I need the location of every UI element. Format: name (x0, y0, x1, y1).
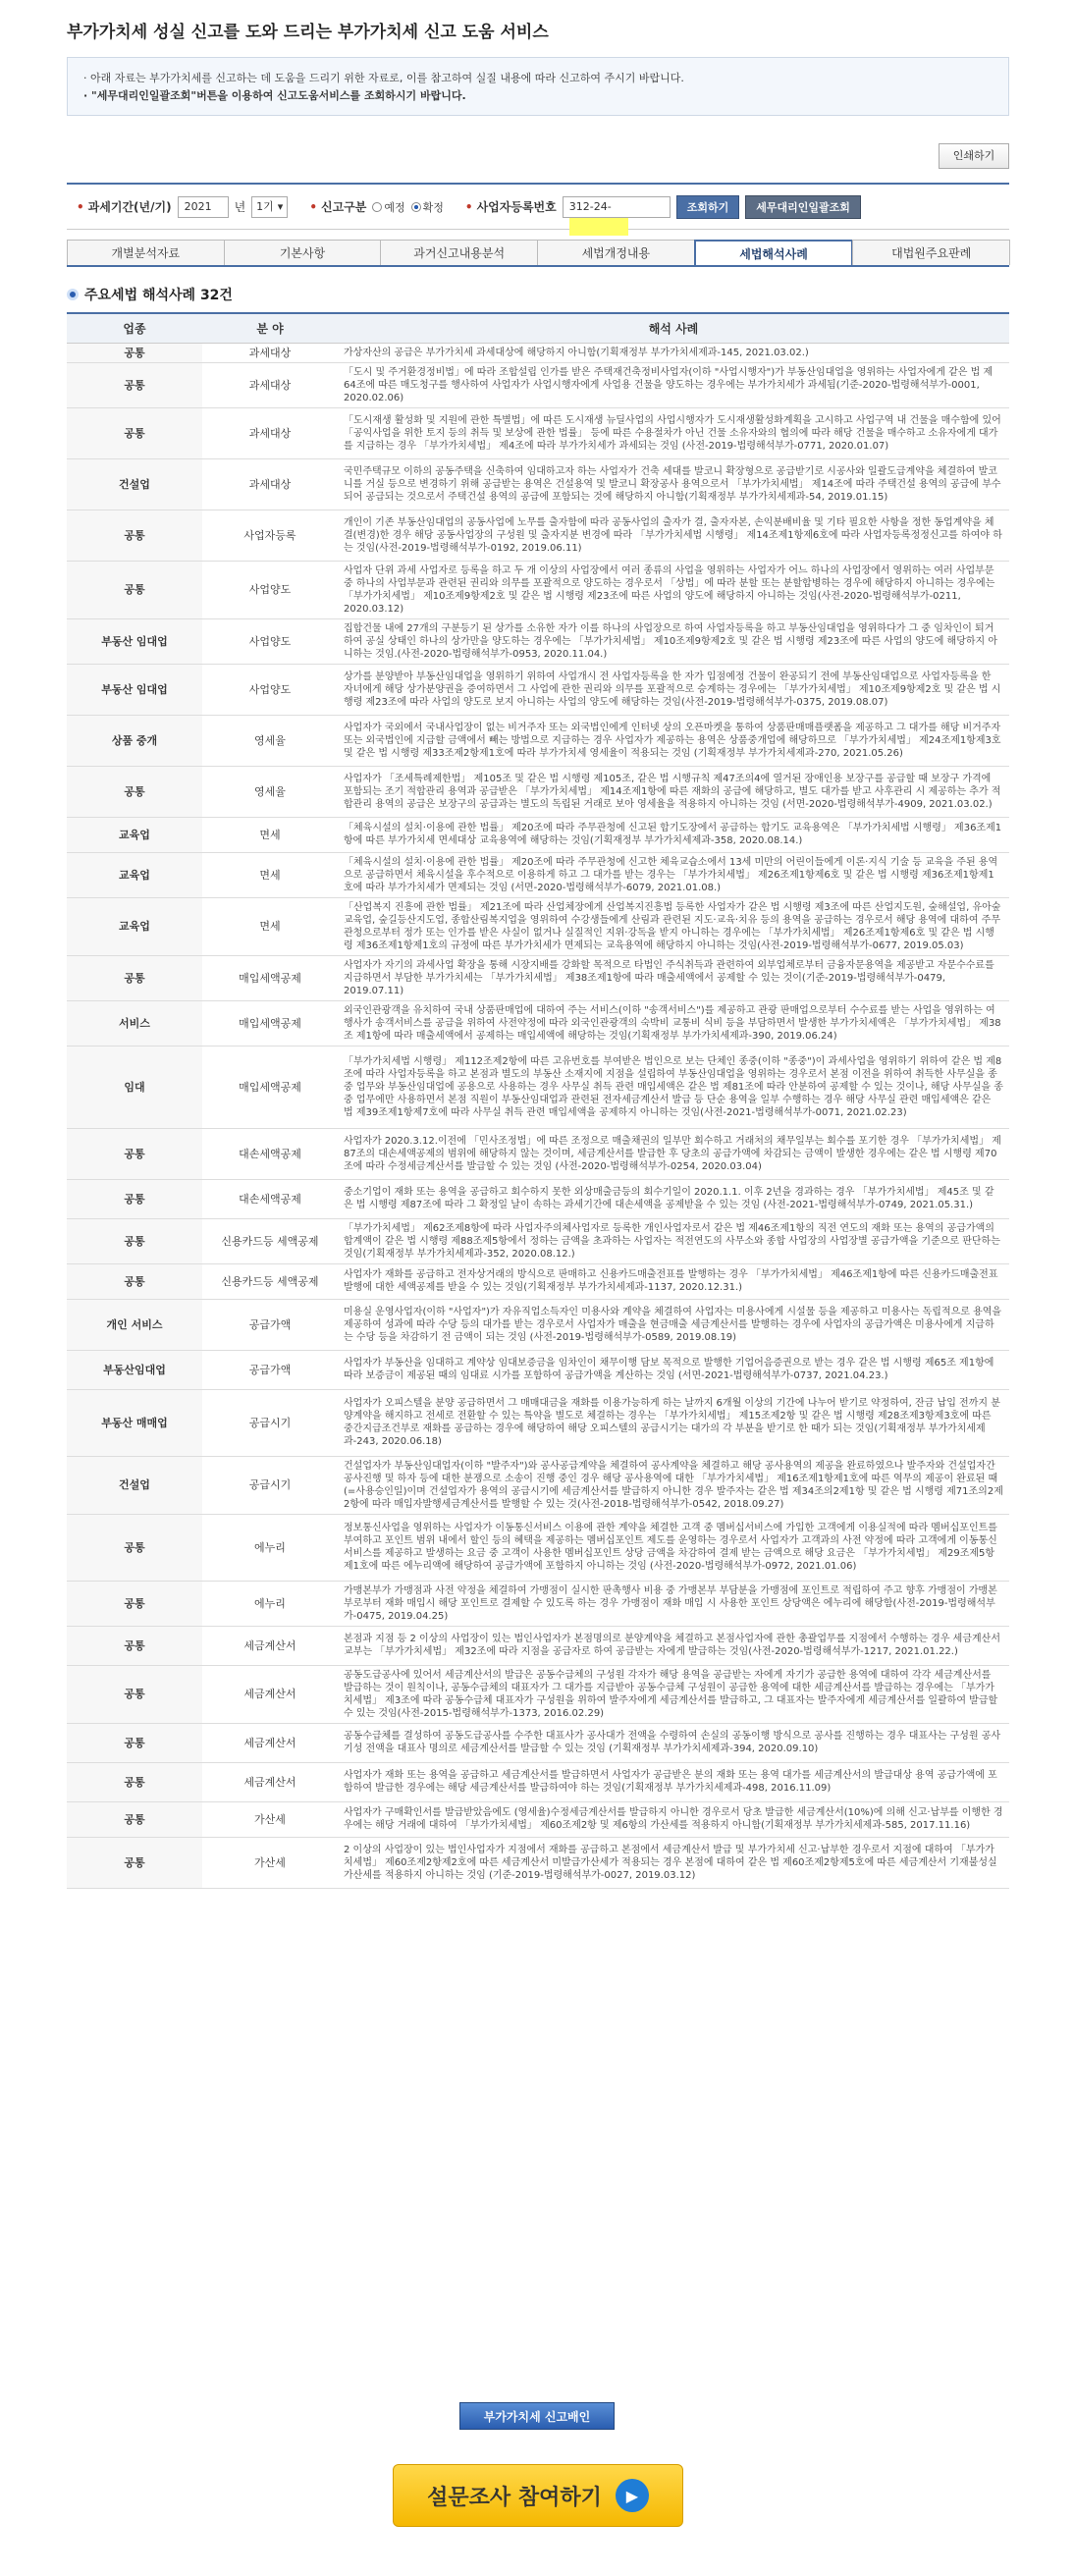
row-industry: 공통 (67, 1837, 202, 1888)
bullet-icon (67, 289, 79, 300)
table-row (67, 1514, 1009, 1581)
section-title (67, 285, 233, 304)
row-industry: 공통 (67, 343, 202, 362)
row-field: 과세대상 (202, 343, 338, 362)
row-case-text: 중소기업이 재화 또는 용역을 공급하고 회수하지 못한 외상매출금등의 회수기일이 2020.1.1. 이후 2년을 경과하는 경우 「부가가치세법」 제45조 및 같은 법 시행령 제87조에 따라 그 확정일 날이 속하는 과세기간에 대손세액을 공제받을 수 있는 것임 (사전-2021-법령해석부가-0749, 2021.05.31.) (338, 1179, 1009, 1218)
row-case-text: 사업자가 자기의 과세사업 확장을 통해 시장지배를 강화할 목적으로 타법인 주식취득과 관련하여 외부업체로부터 금융자문용역을 제공받고 자문수수료를 지급하면서 부담한 부가가치세는 「부가가치세법」 제38조제1항에 따라 매출세액에서 공제할 수 있는 것이(기준-2019-법령해석부가-0479, 2019.07.11) (338, 955, 1009, 1000)
notice-box (67, 57, 1009, 116)
row-field: 신용카드등 세액공제 (202, 1218, 338, 1263)
row-field: 사업자등록 (202, 510, 338, 561)
row-industry: 상품 중개 (67, 715, 202, 766)
table-row (67, 1350, 1009, 1389)
row-case-text: 가상자산의 공급은 부가가치세 과세대상에 해당하지 아니함(기획재정부 부가가치세제과-145, 2021.03.02.) (338, 343, 1009, 362)
row-field: 매입세액공제 (202, 955, 338, 1000)
section-title-text: 주요세법 해석사례 32건 (84, 288, 233, 303)
row-industry: 부동산임대업 (67, 1350, 202, 1389)
row-industry: 공통 (67, 561, 202, 618)
row-field: 매입세액공제 (202, 1046, 338, 1128)
table-row (67, 407, 1009, 458)
row-field: 대손세액공제 (202, 1179, 338, 1218)
bizno-mask (569, 218, 628, 236)
row-industry: 공통 (67, 1179, 202, 1218)
tab-individual-analysis[interactable]: 개별분석자료 (67, 240, 225, 265)
term-value: 1기 (256, 199, 274, 213)
table-row (67, 1456, 1009, 1514)
table-row (67, 1000, 1009, 1046)
row-field: 과세대상 (202, 362, 338, 407)
table-row (67, 897, 1009, 955)
row-industry: 공통 (67, 1762, 202, 1801)
row-industry: 공통 (67, 1626, 202, 1665)
table-row (67, 561, 1009, 618)
table-header-row (67, 313, 1009, 343)
row-field: 가산세 (202, 1801, 338, 1837)
table-row (67, 362, 1009, 407)
row-industry: 공통 (67, 1128, 202, 1179)
row-case-text: 「산업복지 진흥에 관한 법률」 제21조에 따라 산업체장에게 산업복지진흥법 등록한 사업자가 같은 법 시행령 제3조에 따른 산업지도원, 숲해설업, 유아숲교육업, 숲길등산지도업, 종합산림복지업을 영위하여 수강생들에게 산림과 관련된 지도·교육·치유 등의 용역을 공급하는 경우로서 해당 용역에 대하여 주무관청으로부터 정가 또는 인가를 받은 사실이 없거나 실질적인 지위·강독을 받지 아니하는 경우에는 「부가가치세법」 제26조제1항제6호 및 같은 법 시행령 제36조제1항제1호의 규정에 따른 부가가치세가 면제되는 교육용역에 해당하지 아니하는 것임(사전-2019-법령해석부가-0677, 2019.05.03) (338, 897, 1009, 955)
row-field: 사업양도 (202, 664, 338, 715)
radio-forecast-label: 예정 (384, 200, 405, 214)
row-industry: 공통 (67, 1263, 202, 1299)
row-case-text: 사업자가 「조세특례제한법」 제105조 및 같은 법 시행령 제105조, 같은 법 시행규칙 제47조의4에 열거된 장애인용 보장구를 공급할 때 보장구 가격에 포함되는 조기 적합관리 용역과 공급받은 「부가가치세법」 제14조제1항에 따른 재화의 공급에 해당하고, 별도 대가를 받고 사후관리 시 제공하는 추가 적합관리 용역의 공급은 보장구의 공급과는 별도의 독립된 거래로 보아 영세율을 적용하지 아니하는 것임 (서면-2020-법령해석부가-4909, 2021.03.02.) (338, 766, 1009, 817)
table-row (67, 1263, 1009, 1299)
table-row (67, 1837, 1009, 1888)
row-case-text: 사업자가 재화 또는 용역을 공급하고 세금계산서를 발급하면서 사업자가 공급받은 분의 재화 또는 용역 대가를 세금계산서의 발급대상 용역 공급가액에 포함하여 발급한 경우에는 해당 세금계산서를 발급하여야 하는 것임(기획재정부 부가가치세제과-498, 2016.11.09) (338, 1762, 1009, 1801)
row-industry: 공통 (67, 362, 202, 407)
table-row (67, 618, 1009, 664)
search-button[interactable]: 조회하기 (676, 195, 740, 219)
row-industry: 공통 (67, 1665, 202, 1723)
row-field: 사업양도 (202, 618, 338, 664)
row-field: 에누리 (202, 1581, 338, 1626)
tab-supreme-court[interactable]: 대법원주요판례 (852, 240, 1010, 265)
row-industry: 공통 (67, 1581, 202, 1626)
row-industry: 공통 (67, 510, 202, 561)
row-case-text: 사업자가 재화를 공급하고 전자상거래의 방식으로 판매하고 신용카드매출전표를 발행하는 경우 「부가가치세법」 제46조제1항에 따른 신용카드매출전표 발행에 대한 세액공제를 받을 수 있는 것임(기획재정부 부가가치세제과-1137, 2020.12.31.) (338, 1263, 1009, 1299)
tab-past-reports[interactable]: 과거신고내용분석 (380, 240, 538, 265)
table-row (67, 1128, 1009, 1179)
period-label: • 과세기간(년/기) (77, 198, 172, 215)
row-case-text: 사업자가 국외에서 국내사업장이 없는 비거주자 또는 외국법인에게 인터넷 상의 오픈마켓을 통하여 상품판매매플랫폼을 제공하고 그 대가를 해당 비거주자 또는 외국법인에 지급할 금액에서 빼는 방법으로 지급하는 경우 사업자가 제공하는 용역은 상품중개업에 해당하므로 「부가가치세법」 제24조제1항제3호 및 같은 법 시행령 제33조제2항제1호에 따라 부가가치세 영세율이 적용되는 것임 (기획재정부 부가가치세제과-270, 2021.05.26) (338, 715, 1009, 766)
row-field: 공급가액 (202, 1299, 338, 1350)
survey-label: 설문조사 참여하기 (427, 2485, 602, 2510)
row-case-text: 공동수급체를 결성하여 공동도급공사를 수주한 대표사가 공사대가 전액을 수령하여 손실의 공동이행 방식으로 공사를 진행하는 경우 대표사는 구성원 공사기성 전액을 대표사 명의로 세금계산서를 발급할 수 있는 것임 (기획재정부 부가가치세제과-394, 2020.09.10) (338, 1723, 1009, 1762)
table-row (67, 1762, 1009, 1801)
row-field: 세금계산서 (202, 1665, 338, 1723)
survey-button[interactable] (393, 2464, 683, 2527)
radio-final[interactable] (411, 199, 444, 215)
notice-line-1: · 아래 자료는 부가가치세를 신고하는 데 도움을 드리기 위한 자료로, 이를 참고하여 실질 내용에 따라 신고하여 주시기 바랍니다. (83, 72, 684, 84)
table-row (67, 1581, 1009, 1626)
row-industry: 부동산 매매업 (67, 1389, 202, 1456)
row-industry: 개인 서비스 (67, 1299, 202, 1350)
row-case-text: 2 이상의 사업장이 있는 법인사업자가 지점에서 재화를 공급하고 본점에서 세금계산서 발급 및 부가가치세 신고·납부한 경우로서 지점에 대하여 「부가가치세법」 제60조제2항제2호에 따른 세금계산서 미발급가산세가 적용되는 경우 본점에 대하여 같은 법 제60조제2항제5호에 따른 세금계산서 기재불성실가산세를 적용하지 아니하는 것임 (기준-2019-법령해석부가-0027, 2019.03.12) (338, 1837, 1009, 1888)
row-field: 영세율 (202, 766, 338, 817)
row-case-text: 집합건물 내에 27개의 구분등기 된 상가를 소유한 자가 이를 하나의 사업장으로 하여 사업자등록을 하고 부동산임대업을 영위하다가 그 중 임차인이 퇴거하여 공실 상태인 하나의 상가만을 양도하는 경우에는 「부가가치세법」 제10조제9항제2호 및 같은 법 시행령 제23조에 따른 사업의 양도에 해당하지 아니하는 것임.(사전-2020-법령해석부가-0953, 2020.11.04.) (338, 618, 1009, 664)
bizno-label: • 사업자등록번호 (465, 198, 557, 215)
row-case-text: 본점과 지점 등 2 이상의 사업장이 있는 법인사업자가 본점명의로 분양계약을 체결하고 본점사업자에 관한 총괄업무를 지점에서 수행하는 경우 세금계산서 교부는 「부가가치세법」 제32조에 따라 지점을 공급자로 하여 공급받는 자에게 발급하는 것임(사전-2020-법령해석부가-1217, 2021.01.22.) (338, 1626, 1009, 1665)
row-field: 영세율 (202, 715, 338, 766)
report-type-label: • 신고구분 (309, 198, 366, 215)
row-case-text: 개인이 기존 부동산임대업의 공동사업에 노무를 출자함에 따라 공동사업의 출자가 결, 출자자본, 손익분배비율 및 기타 필요한 사항을 정한 동업계약을 체결(변경)한 경우 해당 공동사업장의 구성원 및 출자지분 변경에 따라 「부가가치세법 시행령」 제14조제1항제6호에 따라 사업자등록정정신고를 하여야 하는 것임(사전-2019-법령해석부가-0192, 2019.06.11) (338, 510, 1009, 561)
row-field: 사업양도 (202, 561, 338, 618)
row-industry: 부동산 임대업 (67, 664, 202, 715)
table-row (67, 766, 1009, 817)
row-field: 세금계산서 (202, 1723, 338, 1762)
row-field: 가산세 (202, 1837, 338, 1888)
row-field: 공급시기 (202, 1456, 338, 1514)
table-row (67, 664, 1009, 715)
year-input[interactable]: 2021 (178, 196, 229, 218)
table-row (67, 817, 1009, 852)
table-row (67, 1046, 1009, 1128)
row-field: 공급시기 (202, 1389, 338, 1456)
row-field: 과세대상 (202, 458, 338, 510)
row-case-text: 건설업자가 부동산임대업자(이하 "발주자")와 공사공급계약을 체결하여 공사계약을 체결하고 해당 공사용역의 제공을 완료하였으나 발주자와 건설업자간 공사진행 및 하자 등에 대한 분쟁으로 소송이 진행 중인 경우 해당 공사용역에 대한 「부가가치세법」 제16조제1항제1호에 따른 역무의 제공이 완료된 때(=사용승인일)이며 건설업자가 용역의 공급시기에 세금계산서를 발급하지 아니한 경우 발주자는 같은 법 제34조의2제1항 및 같은 법 시행령 제71조의2제2항에 따라 매입자발행세금계산서를 발행할 수 있는 것(사전-2018-법령해석부가-0542, 2018.09.27) (338, 1456, 1009, 1514)
table-row (67, 1179, 1009, 1218)
row-field: 세금계산서 (202, 1762, 338, 1801)
row-industry: 건설업 (67, 458, 202, 510)
row-field: 세금계산서 (202, 1626, 338, 1665)
header-industry: 업종 (67, 313, 202, 343)
header-case: 해석 사례 (338, 313, 1009, 343)
notice-line-2: · "세무대리인일괄조회"버튼을 이용하여 신고도움서비스를 조회하시기 바랍니다. (83, 89, 466, 102)
bizno-input[interactable] (563, 196, 671, 218)
report-button[interactable]: 부가가치세 신고배인 (459, 2402, 615, 2430)
table-row (67, 1299, 1009, 1350)
row-industry: 공통 (67, 766, 202, 817)
row-field: 면세 (202, 897, 338, 955)
tab-bar (67, 240, 1009, 267)
row-field: 매입세액공제 (202, 1000, 338, 1046)
table-row (67, 955, 1009, 1000)
row-case-text: 상가를 분양받아 부동산임대업을 영위하기 위하여 사업개시 전 사업자등록을 한 자가 입점예정 건물이 완공되기 전에 부동산임대업으로 사업자등록을 한 자녀에게 해당 상가분양권을 증여하면서 그 사업에 관한 권리와 의무를 포괄적으로 승계하는 경우에는 「부가가치세법」 제10조제9항제2호 및 같은 법 시행령 제23조에 따라 사업의 양도로 보지 아니하는 사업의 양도에 해당하는 것임(사전-2019-법령해석부가-0375, 2019.08.07) (338, 664, 1009, 715)
row-case-text: 공동도급공사에 있어서 세금계산서의 발급은 공동수급체의 구성원 각자가 해당 용역을 공급받는 자에게 자기가 공급한 용역에 대하여 각각 세금계산서를 발급하는 것이 원칙이나, 공동수급체의 대표자가 그 대가를 지급받아 공동수급체 구성원이 공급한 용역에 대한 세금계산서를 발급하는 경우에는 「부가가치세법」 제3조에 따라 공동수급체 대표자가 구성원을 위하여 발주자에게 세금계산서를 발급하고, 그 대표자는 발주자에게 세금계산서를 일괄하여 발급할 수 있는 것임(사전-2015-법령해석부가-1373, 2016.02.29) (338, 1665, 1009, 1723)
agent-lookup-button[interactable]: 세무대리인일괄조회 (745, 195, 861, 219)
row-case-text: 미용실 운영사업자(이하 "사업자")가 자유직업소득자인 미용사와 계약을 체결하여 사업자는 미용사에게 시설물 등을 제공하고 미용사는 독립적으로 용역을 제공하여 성과에 따라 수당 등의 대가를 받는 경우로서 사업자가 매출을 현금매출 세금계산서를 발행하는 경우에 사업자의 공급가액은 미용사에게 지급하는 수당 등을 차감하기 전 금액이 되는 것임 (사전-2019-법령해석부가-0589, 2019.08.19) (338, 1299, 1009, 1350)
row-field: 대손세액공제 (202, 1128, 338, 1179)
row-industry: 교육업 (67, 852, 202, 897)
print-button[interactable]: 인쇄하기 (939, 143, 1009, 169)
row-industry: 공통 (67, 1514, 202, 1581)
row-industry: 공통 (67, 955, 202, 1000)
table-body (67, 343, 1009, 1888)
radio-final-label: 확정 (422, 200, 444, 214)
row-industry: 공통 (67, 1801, 202, 1837)
row-field: 면세 (202, 852, 338, 897)
row-industry: 공통 (67, 1723, 202, 1762)
row-field: 면세 (202, 817, 338, 852)
row-case-text: 가맹본부가 가맹점과 사전 약정을 체결하여 가맹점이 실시한 판촉행사 비용 중 가맹본부 부담분을 가맹점에 포인트로 적립하여 주고 향후 가맹점이 가맹본부로부터 재화 매입시 해당 포인트로 결제할 수 있도록 하는 경우 가맹점이 재화 매입 시 사용한 포인트 상당액은 에누리에 해당함(사전-2019-법령해석부가-0475, 2019.04.25) (338, 1581, 1009, 1626)
table-row (67, 852, 1009, 897)
page-title: 부가가치세 성실 신고를 도와 드리는 부가가치세 신고 도움 서비스 (67, 23, 549, 42)
row-industry: 교육업 (67, 817, 202, 852)
row-field: 신용카드등 세액공제 (202, 1263, 338, 1299)
table-row (67, 715, 1009, 766)
bizno-value: 312-24- (568, 199, 612, 213)
row-industry: 임대 (67, 1046, 202, 1128)
row-case-text: 사업자가 부동산을 임대하고 계약상 임대보증금을 임차인이 채무이행 담보 목적으로 발행한 기업어음증권으로 받는 경우 같은 법 시행령 제65조 제1항에 따라 보증금이 제공된 때의 임대료 시가를 포함하여 공급가액을 계산하는 것임 (서면-2021-법령해석부가-0737, 2021.04.23.) (338, 1350, 1009, 1389)
header-field: 분 야 (202, 313, 338, 343)
row-case-text: 사업자가 2020.3.12.이전에 「민사조정법」에 따른 조정으로 매출채권의 일부만 회수하고 거래처의 채무일부는 회수를 포기한 경우 「부가가치세법」 제87조의 대손세액공제의 범위에 해당하지 않는 것이며, 세금계산서를 발급한 후 당초의 공급가액에 차감되는 금액이 발생한 경우에는 같은 법 시행령 제70조에 따라 수정세금계산서를 발급할 수 있는 것임 (사전-2020-법령해석부가-0254, 2020.03.04) (338, 1128, 1009, 1179)
row-industry: 서비스 (67, 1000, 202, 1046)
row-field: 에누리 (202, 1514, 338, 1581)
tab-basic-info[interactable]: 기본사항 (224, 240, 382, 265)
tab-law-revisions[interactable]: 세법개정내용 (537, 240, 695, 265)
table-row (67, 458, 1009, 510)
term-select[interactable] (251, 196, 288, 218)
row-case-text: 「도시재생 활성화 및 지원에 관한 특별법」에 따른 도시재생 뉴딜사업의 사업시행자가 도시재생활성화계획을 고시하고 사업구역 내 건물을 매수함에 있어 「공익사업을 위한 토지 등의 취득 및 보상에 관한 법률」 등에 따른 수용절차가 아닌 건물 소유자와의 협의에 따라 해당 건물을 매수하고 소유자에게 대가를 지급하는 경우 「부가가치세법」 제4조에 따라 부가가치세가 과세되는 것임 (사전-2019-법령해석부가-0771, 2020.01.07) (338, 407, 1009, 458)
row-case-text: 사업자가 구매확인서를 발급받았음에도 (영세율)수정세금계산서를 발급하지 아니한 경우로서 당초 발급한 세금계산서(10%)에 의해 신고·납부를 이행한 경우에는 해당 거래에 대하여 「부가가치세법」 제60조제2항 및 제6항의 가산세를 적용하지 아니함(기획재정부 부가가치세제과-585, 2017.11.16) (338, 1801, 1009, 1837)
radio-circle-checked-icon (411, 202, 421, 212)
year-suffix: 년 (234, 200, 246, 214)
row-industry: 건설업 (67, 1456, 202, 1514)
chevron-down-icon: ▾ (277, 199, 284, 213)
radio-circle-icon (372, 202, 382, 212)
row-case-text: 「부가가치세법 시행령」 제112조제2항에 따른 고유번호를 부여받은 법인으로 보는 단체인 종중(이하 "종중")이 과세사업을 영위하기 위하여 같은 법 제8조에 따라 사업자등록을 하고 본점과 별도의 부동산 소재지에 지점을 설립하여 부동산임대업을 영위하는 경우로서 본점 이전을 위하여 취득한 사무실을 종중 업무와 부동산임대업에 공용으로 사용하는 경우 사무실 취득 관련 매입세액은 같은 법 제81조에 따라 안분하여 공제할 수 있는 것이나, 해당 사무실을 종중 업무에만 사용하면서 본점 직원이 부동산임대업과 관련된 전자세금계산서 발급 등 단순 용역을 일부 수행하는 경우 해당 사무실 관련 매입세액은 같은 법 제39조제1항제7호에 따라 사무실 취득 관련 매입세액을 공제하지 아니하는 것임(사전-2021-법령해석부가-0071, 2021.02.23) (338, 1046, 1009, 1128)
table-row (67, 343, 1009, 362)
row-case-text: 「체육시설의 설치·이용에 관한 법률」 제20조에 따라 주무관청에 신고된 합기도장에서 공급하는 합기도 교육용역은 「부가가치세법 시행령」 제36조제1항에 따른 부가가치세 면세대상 교육용역에 해당하는 것임(기획재정부 부가가치세제과-358, 2020.08.14.) (338, 817, 1009, 852)
table-row (67, 1218, 1009, 1263)
interpretation-table (67, 312, 1009, 1889)
filter-bar (67, 183, 1009, 230)
row-industry: 공통 (67, 407, 202, 458)
row-industry: 공통 (67, 1218, 202, 1263)
table-row (67, 1389, 1009, 1456)
row-case-text: 외국인관광객을 유치하여 국내 상품판매업에 대하여 주는 서비스(이하 "송객서비스")를 제공하고 관광 판매업으로부터 수수료를 받는 사업을 영위하는 여행사가 송객서비스를 공급을 위하여 사전약정에 따라 외국인관광객의 숙박비 교통비 식비 등을 부담하면서 발생한 부가가치세액은 「부가가치세법」 제38조 제1항에 따라 매출세액에서 공제하는 매입세액에 해당하는 것임(기획재정부 부가가치세제과-390, 2019.06.24) (338, 1000, 1009, 1046)
table-row (67, 1723, 1009, 1762)
row-case-text: 「체육시설의 설치·이용에 관한 법률」 제20조에 따라 주무관청에 신고한 체육교습소에서 13세 미만의 어린이들에게 이론·지식 기술 등 교육을 주된 용역으로 공급하면서 체육시설을 후수적으로 이용하게 하고 그 대가를 받는 경우는 「부가가치세법」 제26조제1항제6호 및 같은 법 시행령 제36조제1항제1호에 따라 부가가치세가 면제되는 것임 (서면-2020-법령해석부가-6079, 2021.01.08.) (338, 852, 1009, 897)
table-row (67, 1665, 1009, 1723)
row-field: 공급가액 (202, 1350, 338, 1389)
table-row (67, 1801, 1009, 1837)
row-case-text: 국민주택규모 이하의 공동주택을 신축하여 임대하고자 하는 사업자가 건축 세대를 발코니 확장형으로 공급받기로 시공사와 일괄도급계약을 체결하여 발코니를 거실 등으로 변경하기 위해 공급받는 용역은 건설용역 및 발코니 확장공사 용역으로서 「부가가치세법」 제14조에 따라 주택건설 용역의 공급에 부수되어 공급되는 것으로서 주택건설 용역의 공급에 포함되는 것에 해당하지 아니함(기획재정부 부가가치세제과-54, 2019.01.15) (338, 458, 1009, 510)
radio-forecast[interactable] (372, 199, 404, 215)
table-row (67, 510, 1009, 561)
row-industry: 교육업 (67, 897, 202, 955)
row-field: 과세대상 (202, 407, 338, 458)
row-industry: 부동산 임대업 (67, 618, 202, 664)
row-case-text: 사업자가 오피스텔을 분양 공급하면서 그 매매대금을 재화를 이용가능하게 하는 날까지 6개월 이상의 기간에 나누어 받기로 약정하여, 잔금 납입 전까지 분양계약을 해지하고 전세로 전환할 수 있는 특약을 별도로 체결하는 경우는 「부가가치세법」 제15조제2항 및 같은 법 시행령 제28조제3항제3호에 따른 중간지급조건부로 재화를 공급하는 경우에 해당하여 해당 오피스텔의 공급시기는 대가의 각 부분을 받기로 한 때가 되는 것임(기획재정부 부가가치세제과-243, 2020.06.18) (338, 1389, 1009, 1456)
table-row (67, 1626, 1009, 1665)
row-case-text: 정보통신사업을 영위하는 사업자가 이동통신서비스 이용에 관한 계약을 체결한 고객 중 멤버십서비스에 가입한 고객에게 이용실적에 따라 멤버십포인트를 부여하고 포인트 범위 내에서 할인 등의 혜택을 제공하는 멤버십포인트 제도를 운영하는 경우로서 사업자가 고객과의 사전 약정에 따라 고객에게 이동통신서비스를 제공하고 발생하는 요금 중 고객이 사용한 멤버십포인트 상당 금액을 차감하여 결제 받는 금액으로 해당 요금은 「부가가치세법」 제29조제5항제1호에 따른 에누리액에 해당하여 공급가액에 포함하지 아니하는 것임 (사전-2020-법령해석부가-0972, 2021.01.06) (338, 1514, 1009, 1581)
row-case-text: 「도시 및 주거환경정비법」에 따라 조합설립 인가를 받은 주택재건축정비사업자(이하 "사업시행자")가 부동산임대업을 영위하는 사업자에게 같은 법 제64조에 따른 매도청구를 행사하여 사업자가 사업시행자에게 사업용 건물을 양도하는 경우에는 부가가치세가 과세됨(기준-2020-법령해석부가-0001, 2020.02.06) (338, 362, 1009, 407)
row-case-text: 사업자 단위 과세 사업자로 등록을 하고 두 개 이상의 사업장에서 여러 종류의 사업을 영위하는 사업자가 어느 하나의 사업장에서 영위하는 여러 사업부문 중 하나의 사업부문과 관련된 권리와 의무를 포괄적으로 양도하는 경우로서 「상법」에 따라 분할 또는 분할합병하는 경우에 해당하지 아니하는 경우에는 「부가가치세법」 제10조제9항제2호 및 같은 법 시행령 제23조에 따른 사업의 양도에 해당하지 아니하는 것임(사전-2020-법령해석부가-0211, 2020.03.12) (338, 561, 1009, 618)
play-icon: ▶ (616, 2479, 649, 2512)
tab-interpretations[interactable]: 세법해석사례 (694, 240, 854, 265)
row-case-text: 「부가가치세법」 제62조제8항에 따라 사업자주의체사업자로 등록한 개인사업자로서 같은 법 제46조제1항의 직전 연도의 재화 또는 용역의 공급가액의 합계액이 같은 법 시행령 제88조제5항에서 정하는 금액을 초과하는 사업자는 적전연도의 사무소와 종합 사업장의 사업장별 공급가액을 기준으로 판단하는 것임(기획재정부 부가가치세제과-352, 2020.08.12.) (338, 1218, 1009, 1263)
